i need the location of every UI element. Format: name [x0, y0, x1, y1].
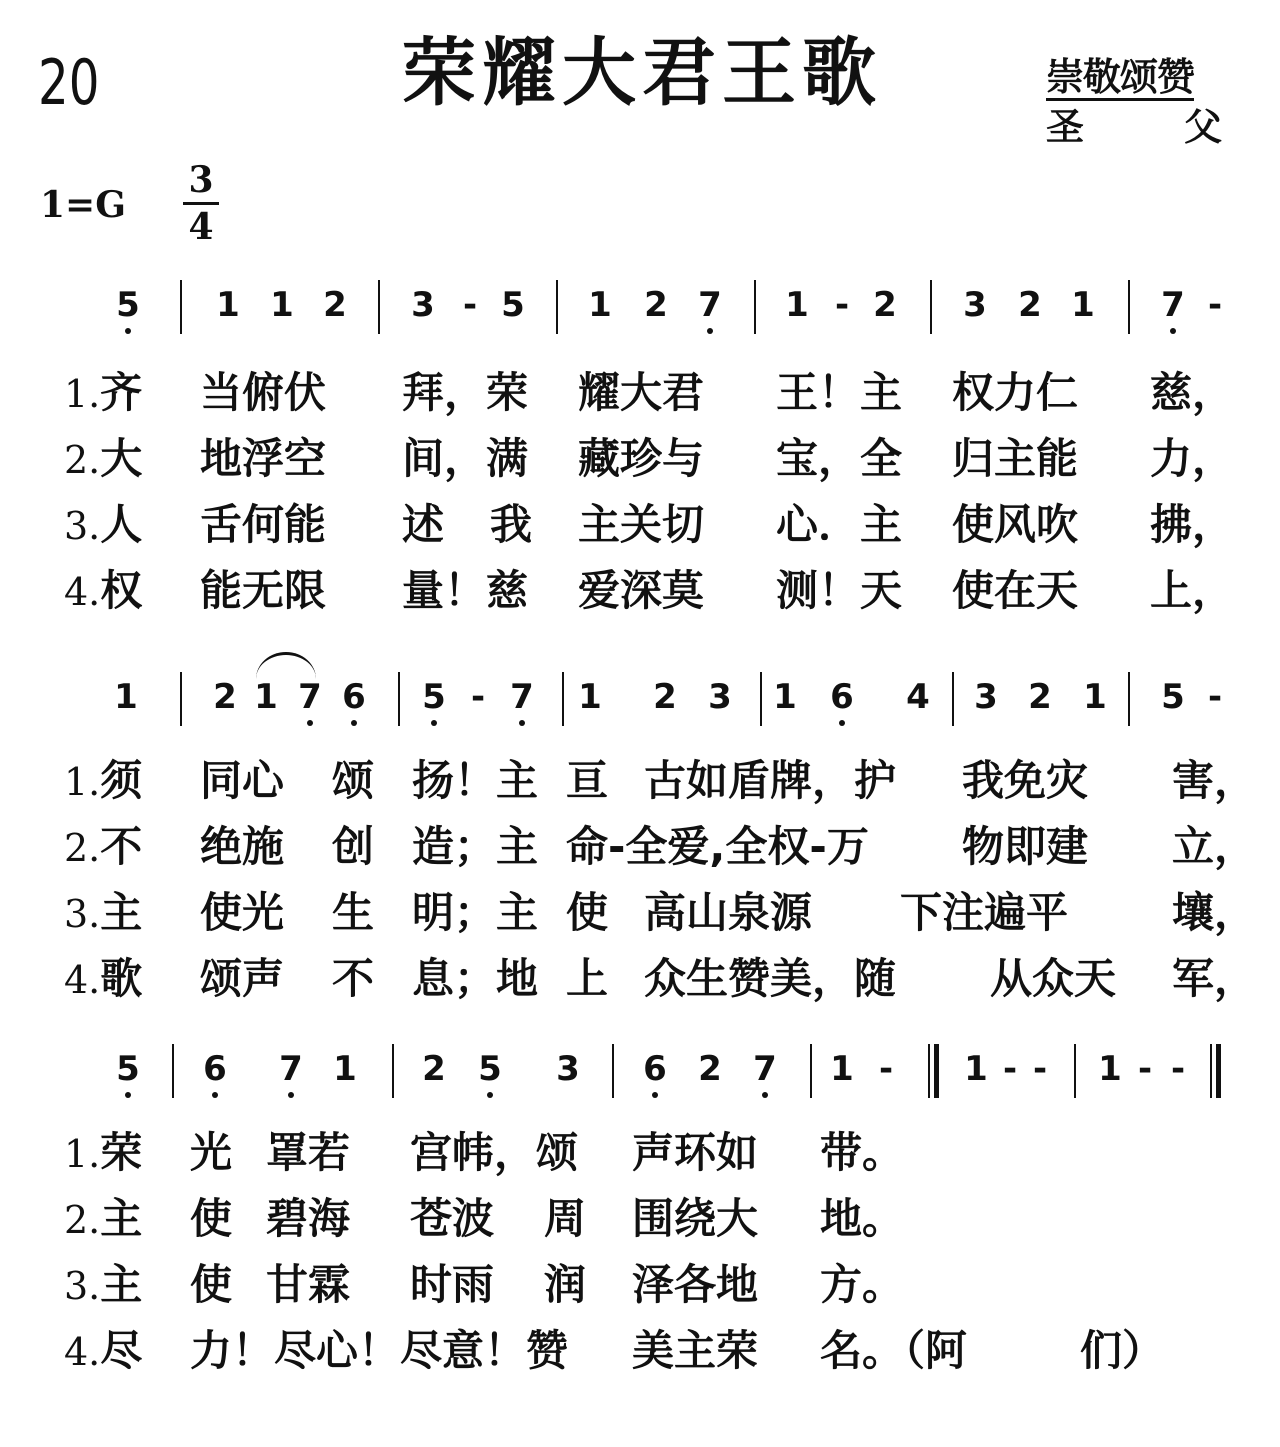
note: 1	[578, 677, 602, 717]
note: -	[1002, 1049, 1018, 1089]
lyric-word: 创	[332, 822, 375, 871]
barline	[378, 280, 380, 334]
note: 1	[1071, 285, 1095, 325]
lyric-word: 不	[332, 954, 375, 1003]
lyric-word: 权力仁	[952, 368, 1079, 417]
note: 2	[644, 285, 668, 325]
lyric-line-1-verse-3: 3.人 舌何能 述 我 主关切 心．主 使风吹 拂，	[64, 500, 1235, 549]
note: -	[878, 1049, 894, 1089]
lyric-word: 使光	[200, 888, 285, 937]
note: 1	[1098, 1049, 1122, 1089]
lyric-word: 高山泉源	[644, 888, 813, 937]
note: 2	[653, 677, 677, 717]
hymn-credit	[1046, 105, 1222, 149]
lyric-word: 命-全爱,全权-万	[566, 822, 869, 871]
note: -	[462, 285, 478, 325]
note: 6	[334, 680, 374, 714]
note: -	[1207, 677, 1223, 717]
lyric-word: 当俯伏	[200, 368, 327, 417]
lyric-word: 量！慈	[402, 566, 529, 615]
key-signature: 1=G	[40, 184, 126, 226]
lyric-word: 舌何能	[200, 500, 327, 549]
barline	[952, 672, 954, 726]
barline	[1074, 1044, 1076, 1098]
hymn-category: 崇敬颂赞	[1046, 55, 1195, 99]
lyric-word: 泽各地	[632, 1260, 759, 1309]
note: 3	[708, 677, 732, 717]
lyric-word: 下注遍平	[900, 888, 1069, 937]
lyric-word: 甘霖	[266, 1260, 351, 1309]
note: 2	[323, 285, 347, 325]
slur-mark	[256, 652, 316, 679]
lyric-word: 拂，	[1150, 500, 1235, 549]
note: 2	[873, 285, 897, 325]
lyric-word: 力！尽心！尽意！赞	[190, 1326, 569, 1375]
lyric-word: 耀大君	[578, 368, 705, 417]
lyric-word: 能无限	[200, 566, 327, 615]
barline	[754, 280, 756, 334]
note: 7	[745, 1052, 785, 1086]
hymn-number: 20	[38, 46, 100, 119]
credit-left: 圣	[1046, 105, 1085, 149]
note: -	[1170, 1049, 1186, 1089]
lyric-word: 地浮空	[200, 434, 327, 483]
note: 5	[108, 288, 148, 322]
note: 7	[1153, 288, 1193, 322]
lyric-word: 绝施	[200, 822, 285, 871]
lyric-word: 使风吹	[952, 500, 1079, 549]
barline	[810, 1044, 812, 1098]
lyric-word: 带。	[820, 1128, 905, 1177]
lyric-word: 美主荣	[632, 1326, 759, 1375]
lyric-word: 亘	[566, 756, 609, 805]
double-barline	[934, 1044, 939, 1098]
final-barline	[1216, 1044, 1221, 1098]
barline	[1128, 280, 1130, 334]
barline	[760, 672, 762, 726]
lyric-line-2-verse-2: 2.不 绝施 创 造；主 命-全爱,全权-万 物即建 立，	[64, 822, 1257, 871]
barline	[556, 280, 558, 334]
lyric-word: 爱深莫	[578, 566, 705, 615]
note: -	[834, 285, 850, 325]
barline	[612, 1044, 614, 1098]
lyric-word: 上，	[1150, 566, 1235, 615]
barline	[930, 280, 932, 334]
lyric-word: 声环如	[632, 1128, 759, 1177]
lyric-word: 使	[566, 888, 609, 937]
note: 3	[974, 677, 998, 717]
lyric-word: 我免灾	[962, 756, 1089, 805]
lyric-line-1-verse-1: 1.齐 当俯伏 拜，荣 耀大君 王！主 权力仁 慈，	[64, 368, 1235, 417]
lyric-line-1-verse-4: 4.权 能无限 量！慈 爱深莫 测！天 使在天 上，	[64, 566, 1235, 615]
time-signature	[183, 159, 219, 248]
lyric-word: 拜，荣	[402, 368, 529, 417]
note: 5	[501, 285, 525, 325]
note: 2	[422, 1049, 446, 1089]
notation-line-3	[0, 1049, 1280, 1122]
lyric-word: 使	[190, 1260, 233, 1309]
note: 1	[830, 1049, 854, 1089]
time-signature-bottom: 4	[188, 206, 214, 248]
lyric-word: 慈，	[1150, 368, 1235, 417]
lyric-word: 时雨	[410, 1260, 495, 1309]
lyric-word: 心．主	[776, 500, 903, 549]
barline	[172, 1044, 174, 1098]
barline	[1128, 672, 1130, 726]
lyric-line-3-verse-1: 1.荣 光 罩若 宫帏，颂 声环如 带。	[64, 1128, 905, 1177]
barline	[1210, 1044, 1212, 1098]
lyric-word: 众生赞美，随	[644, 954, 897, 1003]
note: 1	[216, 285, 240, 325]
lyric-word: 方。	[820, 1260, 905, 1309]
note: -	[470, 677, 486, 717]
note: 7	[271, 1052, 311, 1086]
lyric-word: 宫帏，颂	[410, 1128, 579, 1177]
lyric-word: 我	[490, 500, 533, 549]
note: 1	[333, 1049, 357, 1089]
note: 1	[773, 677, 797, 717]
lyric-line-2-verse-3: 3.主 使光 生 明；主 使 高山泉源 下注遍平 壤，	[64, 888, 1257, 937]
notation-line-2	[0, 677, 1280, 750]
note: 2	[213, 677, 237, 717]
note: 3	[411, 285, 435, 325]
lyric-word: 害，	[1172, 756, 1257, 805]
lyric-word: 间，满	[402, 434, 529, 483]
lyric-word: 罩若	[266, 1128, 351, 1177]
lyric-word: 颂声	[200, 954, 285, 1003]
lyric-word: 苍波	[410, 1194, 495, 1243]
note: 7	[290, 680, 330, 714]
note: 1	[785, 285, 809, 325]
lyric-word: 颂	[332, 756, 375, 805]
lyric-line-2-verse-4: 4.歌 颂声 不 息；地 上 众生赞美，随 从众天 军，	[64, 954, 1257, 1003]
lyric-word: 润	[544, 1260, 587, 1309]
lyric-word: 壤，	[1172, 888, 1257, 937]
lyric-word: 光	[190, 1128, 233, 1177]
note: 6	[822, 680, 862, 714]
lyric-word: 使	[190, 1194, 233, 1243]
note: 5	[108, 1052, 148, 1086]
lyric-word: 围绕大	[632, 1194, 759, 1243]
lyric-word: 宝，全	[776, 434, 903, 483]
note: 1	[588, 285, 612, 325]
lyric-line-3-verse-3: 3.主 使 甘霖 时雨 润 泽各地 方。	[64, 1260, 905, 1309]
note: 1	[114, 677, 138, 717]
lyric-word: 从众天	[990, 954, 1117, 1003]
lyric-word: 生	[332, 888, 375, 937]
lyric-line-3-verse-4: 4.尽 力！尽心！尽意！赞 美主荣 名。（阿 们）	[64, 1326, 1165, 1375]
lyric-word: 上	[566, 954, 609, 1003]
note: 5	[1161, 677, 1185, 717]
lyric-word: 扬！主	[412, 756, 539, 805]
lyric-word: 名。（阿	[820, 1326, 968, 1375]
lyric-word: 们）	[1080, 1326, 1165, 1375]
barline	[392, 1044, 394, 1098]
note: 5	[414, 680, 454, 714]
note: 3	[963, 285, 987, 325]
note: 6	[195, 1052, 235, 1086]
note: 5	[470, 1052, 510, 1086]
lyric-word: 古如盾牌，护	[644, 756, 897, 805]
note: 2	[1028, 677, 1052, 717]
lyric-word: 力，	[1150, 434, 1235, 483]
note: 1	[254, 677, 278, 717]
note: 6	[635, 1052, 675, 1086]
lyric-word: 同心	[200, 756, 285, 805]
note: 2	[698, 1049, 722, 1089]
lyric-line-1-verse-2: 2.大 地浮空 间，满 藏珍与 宝，全 归主能 力，	[64, 434, 1235, 483]
lyric-word: 使在天	[952, 566, 1079, 615]
note: 1	[1083, 677, 1107, 717]
lyric-word: 藏珍与	[578, 434, 705, 483]
lyric-word: 明；主	[412, 888, 539, 937]
lyric-word: 地。	[820, 1194, 905, 1243]
lyric-word: 造；主	[412, 822, 539, 871]
note: 1	[964, 1049, 988, 1089]
lyric-word: 周	[544, 1194, 587, 1243]
lyric-word: 王！主	[776, 368, 903, 417]
notation-line-1	[0, 285, 1280, 358]
lyric-word: 军，	[1172, 954, 1257, 1003]
time-signature-top: 3	[188, 159, 214, 201]
barline	[180, 672, 182, 726]
note: -	[1137, 1049, 1153, 1089]
lyric-word: 述	[402, 500, 445, 549]
barline	[928, 1044, 930, 1098]
lyric-line-2-verse-1: 1.须 同心 颂 扬！主 亘 古如盾牌，护 我免灾 害，	[64, 756, 1257, 805]
lyric-word: 物即建	[962, 822, 1089, 871]
lyric-word: 碧海	[266, 1194, 351, 1243]
note: 2	[1018, 285, 1042, 325]
note: 4	[906, 677, 930, 717]
hymn-title: 荣耀大君王歌	[402, 30, 882, 116]
time-signature-bar	[183, 202, 219, 205]
note: -	[1032, 1049, 1048, 1089]
note: -	[1207, 285, 1223, 325]
lyric-word: 测！天	[776, 566, 903, 615]
note: 7	[502, 680, 542, 714]
lyric-line-3-verse-2: 2.主 使 碧海 苍波 周 围绕大 地。	[64, 1194, 905, 1243]
lyric-word: 归主能	[952, 434, 1079, 483]
lyric-word: 息；地	[412, 954, 539, 1003]
barline	[398, 672, 400, 726]
note: 1	[270, 285, 294, 325]
lyric-word: 主关切	[578, 500, 705, 549]
note: 3	[556, 1049, 580, 1089]
lyric-word: 立，	[1172, 822, 1257, 871]
barline	[180, 280, 182, 334]
credit-right: 父	[1183, 105, 1222, 149]
barline	[562, 672, 564, 726]
note: 7	[690, 288, 730, 322]
